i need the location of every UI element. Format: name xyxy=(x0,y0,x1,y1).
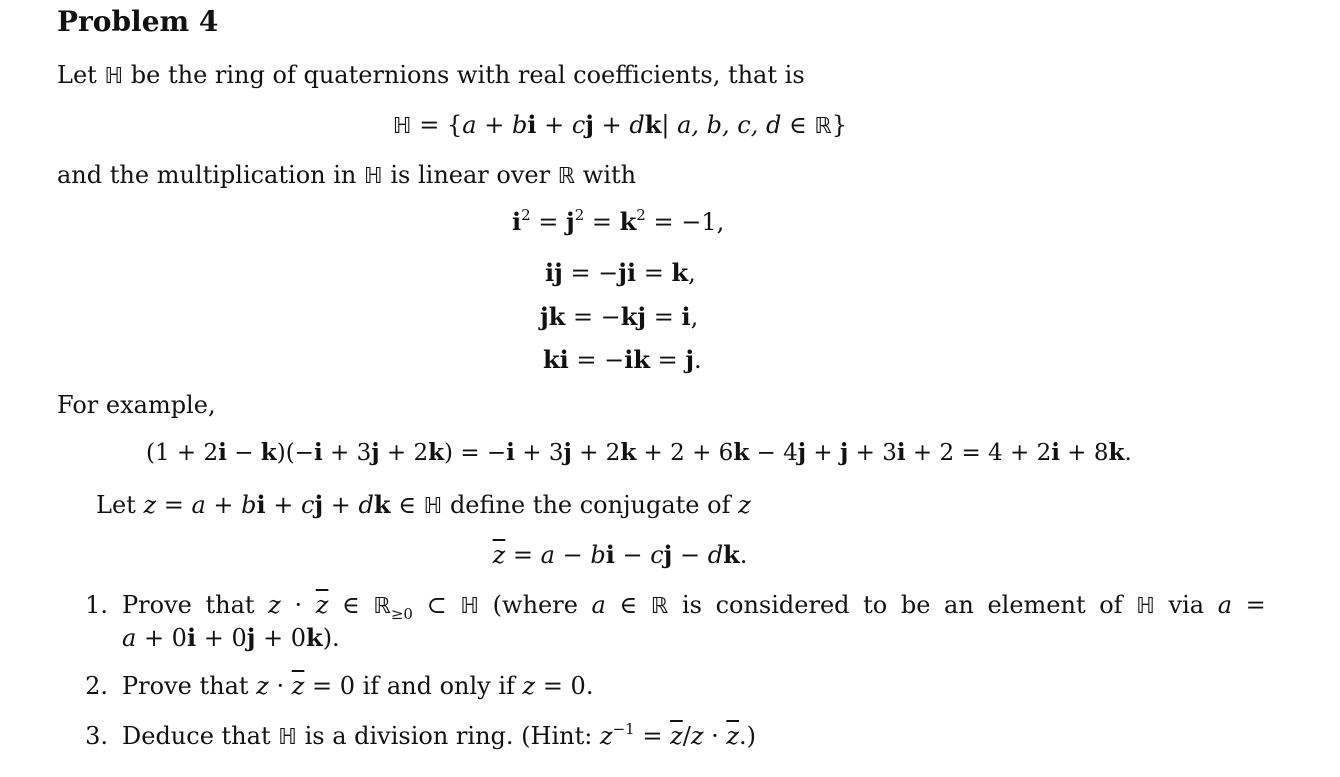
intro-text-mult: and the multiplication in xyxy=(57,161,357,189)
conjugate-text-let: Let xyxy=(96,491,136,519)
item-2-text: Prove that $z \cdot \overline{z} = 0$ if and only if z = 0. xyxy=(122,672,594,700)
problem-heading: Problem 4 xyxy=(57,5,219,38)
item-1-line-2: a + 0i + 0j + 0k). xyxy=(122,623,340,652)
item-3-text: Deduce that ℍ is a division ring. (Hint: $z^{-1} = \overline{z}/z \cdot \overline{z}$.) xyxy=(122,720,757,750)
intro-line-1 xyxy=(57,63,805,88)
quaternion-symbol-3: ℍ xyxy=(423,494,443,519)
set-equation: = {a + bi + cj + dk| a, b, c, d ∈ ℝ} xyxy=(419,110,848,139)
quaternion-set-definition xyxy=(0,110,1240,139)
conjugate-text-define: define the conjugate of xyxy=(449,491,731,519)
quaternion-symbol-set: ℍ xyxy=(392,114,412,139)
conjugate-z: z xyxy=(738,491,751,519)
quaternion-symbol: ℍ xyxy=(104,64,124,89)
intro-line-2 xyxy=(57,163,636,188)
example-equation: (1 + 2i − k)(−i + 3j + 2k) = −i + 3j + 2k + 2 + 6k − 4j + j + 3i + 2 = 4 + 2i + 8k. xyxy=(146,439,1132,466)
rule-ki: ki = −ik = j. xyxy=(543,345,702,374)
intro-text-ring: be the ring of quaternions with real coefficients, that is xyxy=(130,61,805,89)
intro-text-with: with xyxy=(582,161,637,189)
conjugate-equation: $\overline{z} = a$ − bi − cj − dk. xyxy=(492,540,748,569)
rule-jk: jk = −kj = i, xyxy=(540,302,699,331)
item-1-line-1: Prove that $z \cdot \overline{z}$ ∈ ℝ$_{\ge 0}$ ⊂ ℍ (where a ∈ ℝ is considered to be an element of ℍ via a = xyxy=(122,591,1266,623)
item-number: 3. xyxy=(85,722,108,750)
rule-ij: ij = −ji = k, xyxy=(545,258,696,287)
real-symbol: ℝ xyxy=(557,164,576,189)
conjugate-intro: Let z = a + bi + cj + dk ∈ ℍ define the conjugate of z xyxy=(96,490,751,519)
item-number: 2. xyxy=(85,672,108,700)
example-label: For example, xyxy=(57,391,216,419)
intro-text-let: Let xyxy=(57,61,97,89)
item-number: 1. xyxy=(85,591,108,619)
intro-text-linear: is linear over xyxy=(390,161,551,189)
rule-squares: $i^2 = j^2 = k^2 = -1$, xyxy=(512,206,725,236)
quaternion-symbol-2: ℍ xyxy=(364,164,383,189)
